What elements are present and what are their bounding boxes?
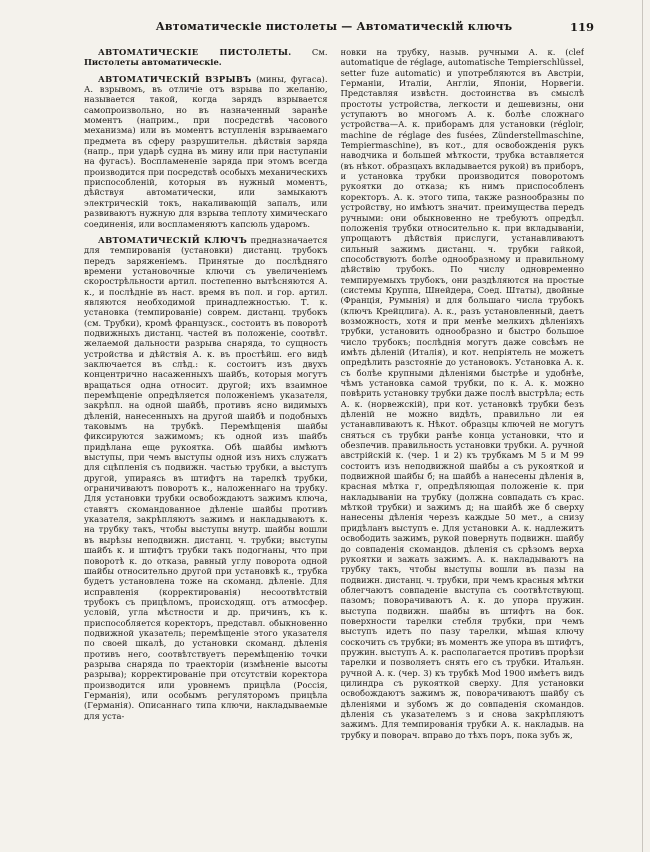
running-title: Автоматическіе пистолеты — Автоматическій ключъ — [155, 20, 513, 33]
headword-automatic-pistols: АВТОМАТИЧЕСКІЕ ПИСТОЛЕТЫ. — [98, 47, 292, 57]
right-column — [341, 47, 585, 839]
headword-automatic-explosion: АВТОМАТИЧЕСКІЙ ВЗРЫВЪ — [98, 73, 252, 84]
cross-reference-pistols: Пистолеты автоматическіе. — [84, 57, 222, 68]
page-number: 119 — [569, 20, 594, 34]
article-automatic-key-body-left: предназначается для темпированія (установки) дистанц. трубокъ передъ заряженіемъ. Принятые до послѣдняго времени установочные ключи съ увеличеніемъ скорострѣльности артил. постепенно вытѣсняются А. к., и послѣдніе въ наст. время въ пол. и гор. артил. являются необходимой принадлежностью. Т. к. установка (темпированіе) соврем. дистанц. трубокъ (см. Трубки), кромѣ французск., состоитъ въ поворотѣ подвижныхъ дистанц. частей въ положеніе, соотвѣт. желаемой дальности разрыва снаряда, то сущность устройства и дѣйствія А. к. въ простѣйш. его видѣ заключается въ слѣд.: к. состоитъ изъ двухъ концентрично насаженныхъ шайбъ, которыя могутъ вращаться одна относит. другой; ихъ взаимное перемѣщеніе опредѣляется положеніемъ указателя, закрѣпл. на одной шайбѣ, противъ ясно видимыхъ дѣленій, нанесенныхъ на другой шайбѣ и подобныхъ таковымъ на трубкѣ. Перемѣщенія шайбы фиксируются зажимомъ; къ одной изъ шайбъ придѣлана еще рукоятка. Обѣ шайбы имѣютъ выступы, при чемъ выступы одной изъ нихъ служатъ для сцѣпленія съ подвижн. частью трубки, а выступъ другой, упираясь въ штифтъ на тарелкѣ трубки, ограничиваютъ поворотъ к., наложеннаго на трубку. Для установки трубки освобождаютъ зажимъ ключа, ставятъ скомандованное дѣленіе шайбы противъ указателя, закрѣпляютъ зажимъ и накладываютъ к. на трубку такъ, чтобы выступы внутр. шайбы вошли въ вырѣзы неподвижн. дистанц. ч. трубки; выступы шайбъ к. и штифтъ трубки такъ подогнаны, что при поворотѣ к. до отказа, равный углу поворота одной шайбы относительно другой при установкѣ к., трубка будетъ установлена тоже на скоманд. дѣленіе. Для исправленія (корректированія) несоотвѣтствій трубокъ съ прицѣломъ, происходящ. отъ атмосфер. условій, угла мѣстности и др. причинъ, къ к. приспособляется коректоръ, представл. обыкновенно подвижной указатель; перемѣщеніе этого указателя по своей шкалѣ, до установки скоманд. дѣленія противъ него, соотвѣтствуетъ перемѣщенію точки разрыва снаряда по траекторіи (измѣненіе высоты разрыва); корректированіе при отсутствіи коректора производится или уровнемъ прицѣла (Россія, Германія), или особымъ регуляторомъ прицѣла (Германія). Описаннаго типа ключи, накладываемые для уста- — [84, 234, 328, 721]
article-automatic-explosion — [84, 74, 328, 229]
see-label: См. — [311, 47, 328, 57]
article-automatic-key — [84, 235, 328, 721]
text-columns — [84, 47, 584, 839]
article-automatic-explosion-body: (мины, фугаса). А. взрывомъ, въ отличіе отъ взрыва по желанію, называется такой, когда зарядъ взрывается самопроизвольно, но въ назначенный заранѣе моментъ (наприм., при посредствѣ часового механизма) или въ моментъ вступленія взрываемаго предмета въ сферу разрушительн. дѣйствія заряда (напр., при ударѣ судна въ мину или при наступаніи на фугасъ). Воспламененіе заряда при этомъ всегда производится при посредствѣ особыхъ механическихъ приспособленій, которыя въ нужный моментъ, дѣйствуя автоматически, или замыкаютъ электрическій токъ, накаливающій запалъ, или развиваютъ нужную для взрыва теплоту химическаго соединенія, или воспламеняютъ капсюль ударомъ. — [84, 73, 328, 229]
page-header — [84, 20, 594, 38]
article-automatic-pistols — [84, 47, 328, 68]
left-column — [84, 47, 328, 839]
headword-automatic-key: АВТОМАТИЧЕСКІЙ КЛЮЧЪ — [98, 234, 248, 245]
scan-edge-artifact — [642, 0, 643, 852]
article-automatic-key-continuation: новки на трубку, назыв. ручными А. к. (clef automatique de réglage, automatische Tempierschlüssel, setter fuze automatic) и употребляются въ Австріи, Германіи, Италіи, Англіи, Японіи, Норвегіи. Представляя извѣстн. достоинства въ смыслѣ простоты устройства, легкости и дешевизны, они уступаютъ во многомъ А. к. болѣе сложнаго устройства—А. к. приборамъ для установки (régloir, machine de réglage des fusées, Zünderstellmaschine, Tempiermaschine), въ кот., для освобожденія рукъ наводчика и большей мѣткости, трубка вставляется (въ нѣкот. образцахъ вкладывается рукой) въ приборъ, и установка трубки производится поворотомъ рукоятки до отказа; къ нимъ приспособленъ коректоръ. А. к. этого типа, также разнообразны по устройству, но имѣютъ значит. преимущества передъ ручными: они обыкновенно не требуютъ опредѣл. положенія трубки относительно к. при вкладываніи, упрощаютъ дѣйствія прислуги, устанавливаютъ сильный зажимъ дистанц. ч. трубки гайкой, способствуютъ болѣе однообразному и правильному дѣйствію трубокъ. По числу одновременно темпируемыхъ трубокъ, они раздѣляются на простые (системы Круппа, Шнейдера, Соед. Штаты), двойные (Франція, Румынія) и для большаго числа трубокъ (ключъ Крейцлига). А. к., разъ установленный, даетъ возможность, хотя и при менѣе мелкихъ дѣленіяхъ трубки, установить однообразно и быстро большое число трубокъ; послѣднія могутъ даже совсѣмъ не имѣть дѣленій (Италія), и кот. непріятель не можетъ опредѣлить разстояніе до установокъ. Установка А. к. съ болѣе крупными дѣленіями быстрѣе и удобнѣе, чѣмъ установка самой трубки, по к. А. к. можно повѣрить установку трубки даже послѣ выстрѣла; есть А. к. (норвежскій), при кот. установкѣ трубки безъ дѣленій не можно видѣть, правильно ли ея устанавливаютъ к. Нѣкот. образцы ключей не могутъ сняться съ трубки ранѣе конца установки, что и обезпечив. правильность установки трубки. А. ручной австрійскій к. (чер. 1 и 2) къ трубкамъ М 5 и М 99 состоитъ изъ неподвижной шайбы а съ рукояткой и подвижной шайбы б; на шайбѣ а нанесены дѣленія в, красная мѣтка г, опредѣляющая положеніе к. при накладываніи на трубку (должна совпадать съ крас. мѣткой трубки) и зажимъ д; на шайбѣ же б сверху нанесены дѣленія черезъ каждые 50 мет., а снизу придѣланъ выступъ е. Для установки А. к. надлежитъ освободить зажимъ, рукой повернуть подвижн. шайбу до совпаденія скомандов. дѣленія съ срѣзомъ верха рукоятки и зажать зажимъ. А. к. накладываютъ на трубку такъ, чтобы выступы вошли въ пазы на подвижн. дистанц. ч. трубки, при чемъ красныя мѣтки облегчаютъ совпаденіе выступа съ соотвѣтствующ. пазомъ; поворачиваютъ А. к. до упора пружин. выступа подвижн. шайбы въ штифтъ на бок. поверхности тарелки стебля трубки, при чемъ выступъ идетъ по пазу тарелки, мѣшая ключу соскочить съ трубки; въ моментъ же упора въ штифтъ, пружин. выступъ А. к. располагается противъ прорѣзи тарелки и позволяетъ снять его съ трубки. Итальян. ручной А. к. (чер. 3) къ трубкѣ Mod 1900 имѣетъ видъ цилиндра съ рукояткой сверху. Для установки освобождаютъ зажимъ ж, поворачиваютъ шайбу съ дѣленіями и зубомъ ж до совпаденія скомандов. дѣленія съ указателемъ з и снова закрѣпляютъ зажимъ. Для темпированія трубки А. к. накладыв. на трубку и поворач. вправо до тѣхъ поръ, пока зубъ ж, — [340, 47, 584, 740]
